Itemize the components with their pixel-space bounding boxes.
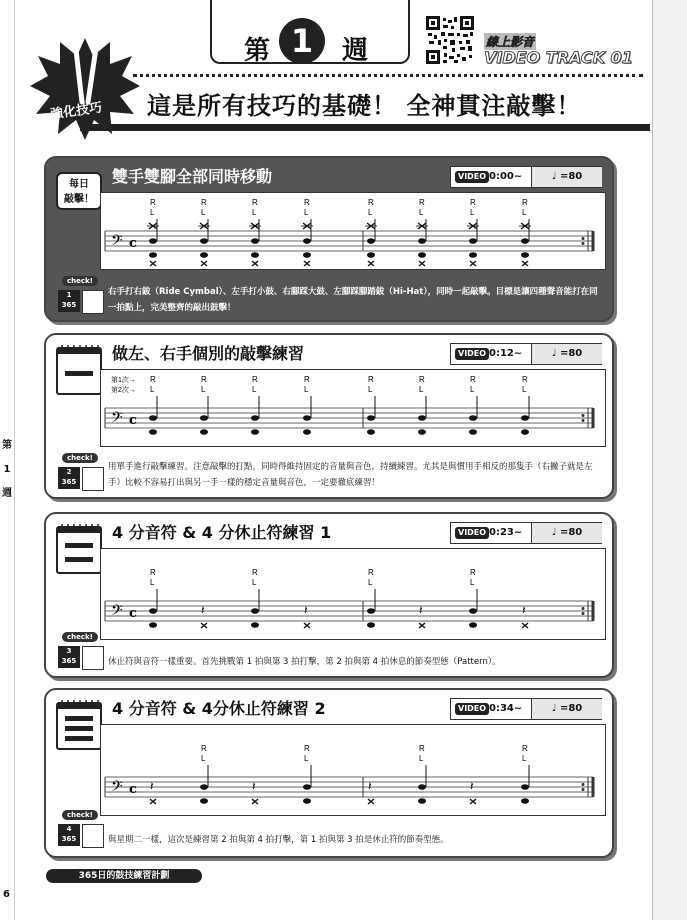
repeat-dot [582,237,585,240]
hihat-foot-note [522,623,528,628]
tempo-marking: ♩ =80 [531,167,602,187]
week-suffix: 週 [342,36,369,66]
quarter-rest: 𝄽 [419,603,423,617]
hihat-foot-note [368,261,374,266]
side-week-char: 1 [3,464,11,475]
bass-note [303,798,311,804]
day-total: 365 [61,657,77,665]
video-badge[interactable]: VIDEO [455,348,489,360]
tempo-marking: ♩ =80 [531,523,602,543]
video-time: 0:00~ [489,171,523,182]
check-box[interactable] [82,646,104,670]
hand-label: L [522,208,527,217]
hand-label: R [201,198,207,207]
daily-badge-line: 每日 [69,179,89,190]
hand-label: L [304,754,309,763]
calendar-three-lines-icon [56,698,104,752]
quarter-rest: 𝄽 [252,779,256,793]
bass-note [469,622,477,628]
time-signature: c [129,782,137,797]
exercise-description: 與星期二一樣，這次是練習第 2 拍與第 4 拍打擊，第 1 拍與第 3 拍是休止符的節奏型態。 [108,835,449,845]
hihat-foot-note [304,261,310,266]
bass-note [418,798,426,804]
second-pass-label: 第2次→ [111,387,136,394]
side-week-label [0,434,14,506]
hihat-foot-note [470,261,476,266]
snare-note [418,415,426,421]
bass-note [469,252,477,258]
hand-label: L [304,385,309,394]
exercise-description: 右手打右鈸（Ride Cymbal）、左手打小鼓、右腳踩大鼓、左腳踩腳踏鈸（Hi-Hat），同時一起敲擊。目標是讓四種聲音能打在同一拍點上，完美整齊的敲出鼓擊！ [108,287,598,313]
repeat-dot [582,242,585,245]
bass-note [251,252,259,258]
hihat-foot-note [252,799,258,804]
snare-note [303,238,311,244]
hihat-foot-note [304,623,310,628]
day-total: 365 [61,478,77,486]
snare-note [367,608,375,614]
hihat-foot-note [522,261,528,266]
bass-note [303,429,311,435]
snare-note [521,238,529,244]
exercise-title: 雙手雙腳全部同時移動 [112,167,273,186]
hand-label: R [368,568,374,577]
check-box[interactable] [82,467,104,491]
header-rule [80,124,650,131]
hand-label: L [470,385,475,394]
day-counter [58,290,80,312]
hand-label: L [304,208,309,217]
video-meta [450,522,602,544]
exercise-title: 4 分音符 & 4 分休止符練習 1 [112,523,332,542]
bass-note [521,252,529,258]
hihat-foot-note [368,799,374,804]
snare-note [251,415,259,421]
daily-badge-line: 敲擊！ [64,194,94,205]
snare-note [469,238,477,244]
dotted-divider [133,74,643,77]
quarter-rest: 𝄽 [522,603,526,617]
video-badge[interactable]: VIDEO [455,171,489,183]
first-pass-label: 第1次→ [111,377,136,384]
hand-label: L [150,578,155,587]
snare-note [367,238,375,244]
video-track-label: VIDEO TRACK 01 [484,48,633,67]
video-time: 0:34~ [489,703,523,714]
right-margin-strip [652,0,687,920]
quarter-rest: 𝄽 [150,779,154,793]
daily-badge [56,172,102,210]
quarter-rest: 𝄽 [470,779,474,793]
drum-staff [100,548,606,640]
snare-note [303,784,311,790]
drum-staff [100,724,606,816]
hand-label: R [470,375,476,384]
hand-label: R [419,744,425,753]
check-box[interactable] [82,290,104,314]
exercise-card-1 [44,156,614,322]
day-total: 365 [61,301,77,309]
day-total: 365 [61,835,77,843]
snare-note [418,238,426,244]
snare-note [521,415,529,421]
check-label: check! [62,453,98,463]
hihat-foot-note [201,261,207,266]
footer-tag: 365日的鼓技練習計劃 [46,869,202,883]
hand-label: R [252,568,258,577]
snare-note [200,415,208,421]
hand-label: R [201,744,207,753]
video-time: 0:23~ [489,527,523,538]
repeat-dot [582,607,585,610]
snare-note [469,608,477,614]
hand-label: R [304,744,310,753]
qr-code-icon[interactable] [426,16,474,64]
exercise-title: 做左、右手個別的敲擊練習 [112,344,305,363]
calendar-two-lines-icon [56,522,104,576]
skill-tag: 強化技巧 [49,100,104,123]
hand-label: R [470,568,476,577]
hand-label: R [368,198,374,207]
exercise-card-2 [44,333,614,499]
snare-note [149,238,157,244]
snare-note [418,784,426,790]
bass-note [149,622,157,628]
hand-label: R [470,198,476,207]
exercise-card-3 [44,512,614,678]
hihat-foot-note [252,261,258,266]
page-headline: 這是所有技巧的基礎！ 全神貫注敲擊！ [147,92,582,120]
bass-note [251,622,259,628]
bass-note [200,252,208,258]
time-signature: c [129,606,137,621]
bass-note [251,429,259,435]
calendar-one-line-icon [56,343,104,397]
day-number: 2 [66,468,72,476]
drum-staff [100,369,606,447]
bass-note [521,798,529,804]
tempo-marking: ♩ =80 [531,699,602,719]
snare-note [200,238,208,244]
day-number: 3 [66,647,72,655]
snare-note [367,415,375,421]
hand-label: L [252,208,257,217]
exercise-description: 休止符與音符一樣重要。首先挑戰第 1 拍與第 3 拍打擊，第 2 拍與第 4 拍休息的節奏型態（Pattern）。 [108,657,501,667]
check-label: check! [62,810,98,820]
quarter-rest: 𝄽 [201,603,205,617]
bass-note [469,429,477,435]
hand-label: L [419,754,424,763]
hand-label: R [150,568,156,577]
video-meta [450,343,602,365]
video-meta [450,166,602,188]
quarter-rest: 𝄽 [368,779,372,793]
bass-note [418,252,426,258]
hihat-foot-note [150,261,156,266]
time-signature: c [129,236,137,251]
bass-clef: 𝄢 [111,232,123,253]
hihat-foot-note [470,799,476,804]
hand-label: R [304,375,310,384]
bass-note [200,798,208,804]
hand-label: L [252,578,257,587]
side-week-char: 第 [2,440,12,451]
hand-label: R [150,375,156,384]
hand-label: R [522,198,528,207]
hand-label: R [419,375,425,384]
day-number: 1 [66,291,72,299]
hand-label: R [304,198,310,207]
repeat-dot [582,414,585,417]
check-box[interactable] [82,824,104,848]
hand-label: L [201,208,206,217]
video-badge[interactable]: VIDEO [455,703,489,715]
time-signature: c [129,413,137,428]
bass-clef: 𝄢 [111,602,123,623]
hand-label: R [368,375,374,384]
hihat-foot-note [150,799,156,804]
hand-label: L [252,385,257,394]
hand-label: L [419,208,424,217]
bass-note [367,252,375,258]
hand-label: L [368,208,373,217]
exercise-card-4 [44,688,614,858]
hand-label: L [368,578,373,587]
quarter-rest: 𝄽 [304,603,308,617]
exercise-description: 用單手進行敲擊練習。注意敲擊的打點，同時得維持固定的音量與音色，持續練習。尤其是與慣用手相反的那隻手（右撇子就是左手）比較不容易打出與另一手一樣的穩定音量與音色，一定要徹底練習！ [108,462,593,488]
hihat-foot-note [419,261,425,266]
snare-note [200,784,208,790]
week-prefix: 第 [244,36,271,66]
bass-clef: 𝄢 [111,778,123,799]
repeat-dot [582,612,585,615]
bass-note [149,429,157,435]
bass-note [200,429,208,435]
day-counter [58,824,80,846]
bass-note [418,429,426,435]
hand-label: L [150,385,155,394]
hand-label: L [201,385,206,394]
bass-clef: 𝄢 [111,409,123,430]
week-number-circle: 1 [279,18,325,64]
hand-label: L [201,754,206,763]
check-label: check! [62,632,98,642]
hand-label: L [470,578,475,587]
day-counter [58,646,80,668]
exercise-title: 4 分音符 & 4分休止符練習 2 [112,699,326,718]
online-video-label: 線上影音 [486,35,535,49]
page-number: 6 [3,889,10,900]
drum-staff [100,192,606,270]
snare-note [149,608,157,614]
hand-label: L [522,754,527,763]
snare-note [251,238,259,244]
video-time: 0:12~ [489,348,523,359]
hihat-foot-note [419,623,425,628]
day-counter [58,467,80,489]
side-week-char: 週 [2,488,12,499]
hihat-foot-note [201,623,207,628]
hand-label: R [419,198,425,207]
check-label: check! [62,276,98,286]
hand-label: R [252,375,258,384]
bass-note [149,252,157,258]
snare-note [521,784,529,790]
hand-label: R [201,375,207,384]
day-number: 4 [66,825,72,833]
hand-label: L [419,385,424,394]
hand-label: L [150,208,155,217]
video-badge[interactable]: VIDEO [455,527,489,539]
hand-label: R [252,198,258,207]
hand-label: R [522,744,528,753]
video-meta [450,698,602,720]
bass-note [303,252,311,258]
bass-note [367,622,375,628]
repeat-dot [582,783,585,786]
snare-note [303,415,311,421]
repeat-dot [582,788,585,791]
bass-note [521,429,529,435]
tempo-marking: ♩ =80 [531,344,602,364]
snare-note [251,608,259,614]
repeat-dot [582,419,585,422]
snare-note [469,415,477,421]
hand-label: L [522,385,527,394]
hand-label: L [470,208,475,217]
bass-note [367,429,375,435]
hand-label: R [522,375,528,384]
hand-label: L [368,385,373,394]
snare-note [149,415,157,421]
hand-label: R [150,198,156,207]
